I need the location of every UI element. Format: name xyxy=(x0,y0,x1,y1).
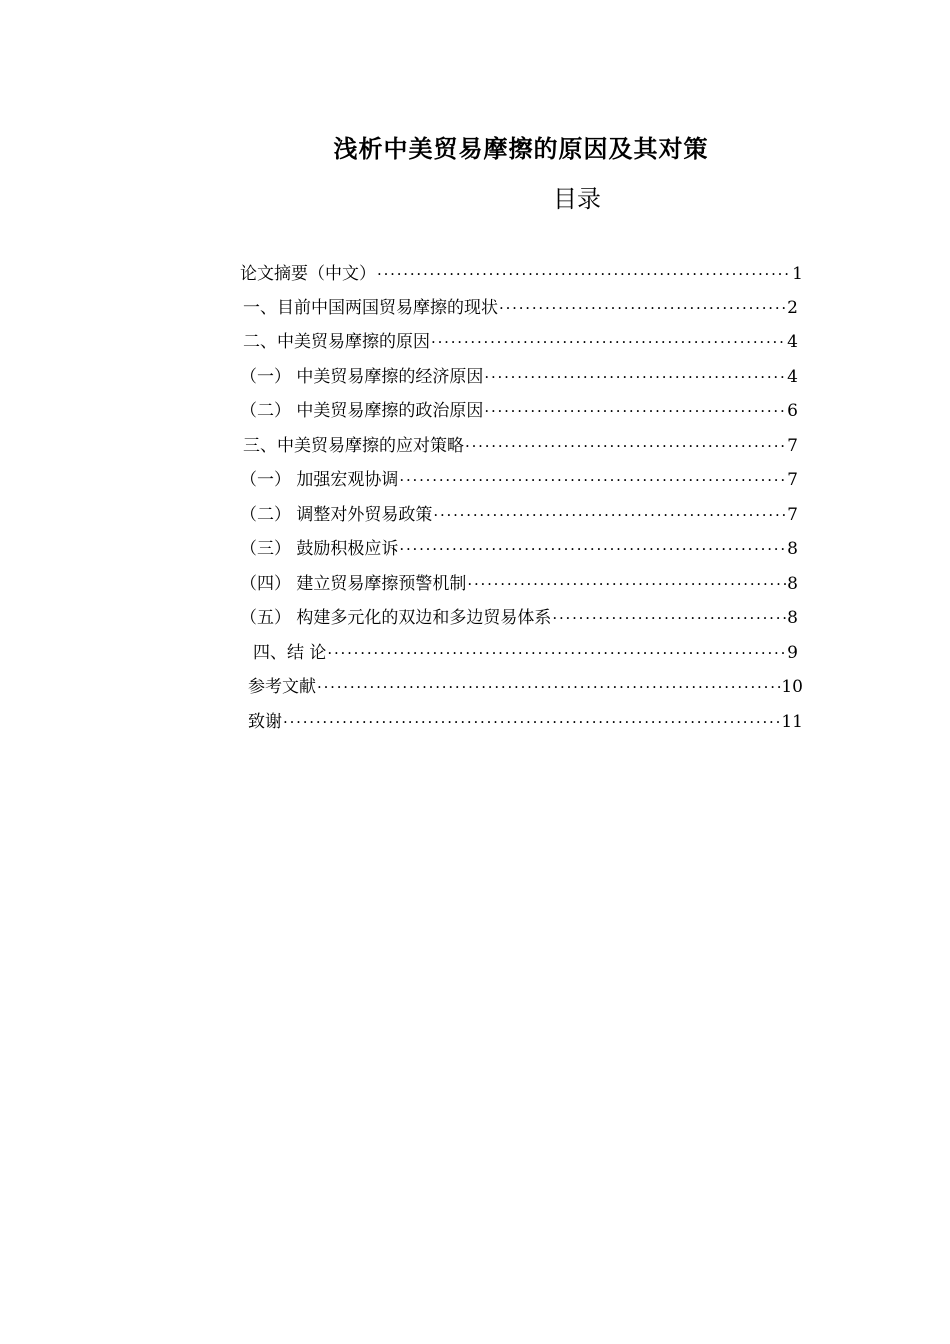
toc-entry-label: 参考文献 xyxy=(248,677,316,697)
toc-entry xyxy=(240,534,798,564)
toc-entry-page: 4 xyxy=(787,367,798,387)
toc-entry-label: （二） 中美贸易摩擦的政治原因 xyxy=(240,401,484,421)
toc-dot-leader xyxy=(398,465,787,495)
toc-entry xyxy=(240,396,798,426)
toc-entry-label: （三） 鼓励积极应诉 xyxy=(240,539,399,559)
toc-entry-label: 致谢 xyxy=(248,712,282,732)
toc-entry xyxy=(240,603,798,633)
toc-entry-page: 1 xyxy=(792,264,803,284)
toc-dot-leader xyxy=(398,534,787,564)
toc-entry-page: 8 xyxy=(787,539,798,559)
toc-entry-page: 7 xyxy=(787,505,798,525)
toc-entry-page: 6 xyxy=(787,401,798,421)
toc-dot-leader xyxy=(498,293,787,323)
toc-entry-label: （一） 加强宏观协调 xyxy=(240,470,399,490)
toc-entry-label: 三、中美贸易摩擦的应对策略 xyxy=(243,436,464,456)
toc-entry xyxy=(240,500,798,530)
toc-dot-leader xyxy=(483,362,787,392)
toc-dot-leader xyxy=(282,707,781,737)
toc-entry xyxy=(243,431,798,461)
toc-entry-page: 10 xyxy=(781,677,803,697)
toc-entry-label: （四） 建立贸易摩擦预警机制 xyxy=(240,574,467,594)
toc-entry-page: 4 xyxy=(787,332,798,352)
toc-dot-leader xyxy=(464,431,787,461)
toc-dot-leader xyxy=(432,500,787,530)
toc-entry-page: 7 xyxy=(787,470,798,490)
toc-entry-label: （五） 构建多元化的双边和多边贸易体系 xyxy=(240,608,552,628)
toc-entry-label: （一） 中美贸易摩擦的经济原因 xyxy=(240,367,484,387)
toc-dot-leader xyxy=(466,569,787,599)
document-title: 浅析中美贸易摩擦的原因及其对策 xyxy=(333,135,709,163)
toc-dot-leader xyxy=(551,603,787,633)
toc-entry-label: 一、目前中国两国贸易摩擦的现状 xyxy=(243,298,498,318)
toc-dot-leader xyxy=(483,396,787,426)
toc-entry xyxy=(253,638,798,668)
toc-dot-leader xyxy=(316,672,781,702)
toc-entry xyxy=(240,465,798,495)
toc-entry xyxy=(240,362,798,392)
toc-entry-label: 四、结 论 xyxy=(253,643,327,663)
toc-dot-leader xyxy=(376,259,792,289)
toc-entry xyxy=(243,293,798,323)
toc-dot-leader xyxy=(326,638,787,668)
toc-entry-page: 9 xyxy=(787,643,798,663)
toc-entry-page: 8 xyxy=(787,608,798,628)
toc-entry xyxy=(248,672,803,702)
toc-entry xyxy=(240,569,798,599)
toc-entry-label: 论文摘要（中文） xyxy=(240,264,376,284)
toc-entry xyxy=(243,327,798,357)
toc-entry xyxy=(248,707,803,737)
toc-entry-label: （二） 调整对外贸易政策 xyxy=(240,505,433,525)
toc-entry-page: 2 xyxy=(787,298,798,318)
toc-dot-leader xyxy=(430,327,787,357)
toc-heading: 目录 xyxy=(553,185,601,213)
toc-entry-label: 二、中美贸易摩擦的原因 xyxy=(243,332,430,352)
toc-entry-page: 7 xyxy=(787,436,798,456)
toc-entry xyxy=(240,259,803,289)
toc-entry-page: 8 xyxy=(787,574,798,594)
toc-entry-page: 11 xyxy=(781,712,803,732)
